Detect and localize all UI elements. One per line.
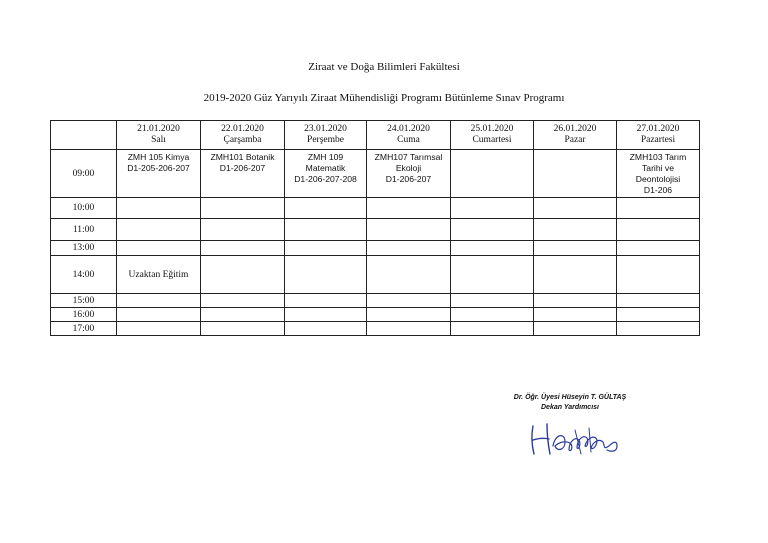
empty-cell bbox=[534, 256, 617, 294]
empty-cell bbox=[285, 219, 367, 241]
day-name: Perşembe bbox=[307, 135, 344, 145]
empty-cell bbox=[367, 322, 451, 336]
day-date: 24.01.2020 bbox=[387, 124, 430, 134]
signatory-name: Dr. Öğr. Üyesi Hüseyin T. GÜLTAŞ bbox=[513, 394, 627, 401]
empty-cell bbox=[451, 322, 534, 336]
exam-cell bbox=[285, 150, 367, 198]
empty-cell bbox=[201, 241, 285, 256]
exam-cell bbox=[201, 150, 285, 198]
empty-cell bbox=[201, 198, 285, 219]
day-date: 25.01.2020 bbox=[470, 124, 514, 134]
day-name: Salı bbox=[151, 135, 166, 145]
time-row-1500 bbox=[51, 294, 700, 308]
empty-cell bbox=[534, 219, 617, 241]
exam-line: D1-206-207-208 bbox=[294, 174, 357, 184]
empty-cell bbox=[285, 322, 367, 336]
empty-cell bbox=[451, 150, 534, 198]
day-name: Pazartesi bbox=[640, 135, 676, 145]
empty-cell bbox=[367, 308, 451, 322]
empty-cell bbox=[117, 294, 201, 308]
time-row-1100 bbox=[51, 219, 700, 241]
exam-line: ZMH 105 Kimya bbox=[127, 152, 190, 162]
day-name: Çarşamba bbox=[223, 135, 262, 145]
day-date: 26.01.2020 bbox=[553, 124, 597, 134]
time-label: 14:00 bbox=[51, 256, 117, 294]
signatory-role: Dekan Yardımcısı bbox=[541, 404, 599, 411]
empty-cell bbox=[534, 198, 617, 219]
exam-line: D1-206 bbox=[643, 185, 673, 195]
empty-cell bbox=[117, 198, 201, 219]
document-title: 2019-2020 Güz Yarıyılı Ziraat Mühendisliği Programı Bütünleme Sınav Programı bbox=[203, 92, 565, 104]
day-name: Pazar bbox=[564, 135, 586, 145]
time-label: 10:00 bbox=[51, 198, 117, 219]
empty-cell bbox=[617, 198, 700, 219]
empty-cell bbox=[285, 241, 367, 256]
exam-line: ZMH 109 bbox=[307, 152, 344, 162]
day-header bbox=[285, 121, 367, 150]
exam-line: Matematik bbox=[305, 163, 346, 173]
exam-line: D1-206-207 bbox=[219, 163, 266, 173]
empty-cell bbox=[201, 308, 285, 322]
time-row-1400 bbox=[51, 256, 700, 294]
empty-cell bbox=[617, 308, 700, 322]
exam-cell bbox=[367, 150, 451, 198]
time-label: 16:00 bbox=[51, 308, 117, 322]
empty-cell bbox=[451, 241, 534, 256]
empty-cell bbox=[451, 198, 534, 219]
time-row-1600 bbox=[51, 308, 700, 322]
time-label: 17:00 bbox=[51, 322, 117, 336]
empty-cell bbox=[617, 256, 700, 294]
day-header bbox=[534, 121, 617, 150]
day-date: 23.01.2020 bbox=[304, 124, 347, 134]
day-header bbox=[201, 121, 285, 150]
exam-line: ZMH107 Tarımsal bbox=[374, 152, 443, 162]
empty-cell bbox=[367, 256, 451, 294]
empty-cell bbox=[285, 198, 367, 219]
empty-cell bbox=[367, 219, 451, 241]
empty-cell bbox=[201, 256, 285, 294]
empty-cell bbox=[534, 308, 617, 322]
empty-cell bbox=[285, 308, 367, 322]
exam-line: Tarihi ve bbox=[642, 163, 674, 173]
exam-line: ZMH103 Tarım bbox=[629, 152, 687, 162]
empty-cell bbox=[117, 219, 201, 241]
empty-cell bbox=[451, 256, 534, 294]
empty-cell bbox=[201, 322, 285, 336]
exam-cell bbox=[617, 150, 700, 198]
day-header bbox=[367, 121, 451, 150]
exam-schedule-table bbox=[50, 120, 700, 336]
exam-cell bbox=[117, 150, 201, 198]
empty-cell bbox=[201, 219, 285, 241]
day-header bbox=[451, 121, 534, 150]
exam-line: D1-205-206-207 bbox=[127, 163, 190, 173]
empty-cell bbox=[285, 294, 367, 308]
exam-line: ZMH101 Botanik bbox=[210, 152, 275, 162]
empty-cell bbox=[367, 294, 451, 308]
empty-cell bbox=[451, 219, 534, 241]
empty-cell bbox=[117, 241, 201, 256]
empty-cell bbox=[534, 322, 617, 336]
time-row-1000 bbox=[51, 198, 700, 219]
empty-cell bbox=[367, 241, 451, 256]
distance-education-note: Uzaktan Eğitim bbox=[117, 256, 201, 294]
day-header bbox=[617, 121, 700, 150]
day-name: Cuma bbox=[397, 135, 420, 145]
time-label: 09:00 bbox=[51, 150, 117, 198]
day-name: Cumartesi bbox=[472, 135, 512, 145]
handwritten-signature bbox=[525, 420, 625, 460]
exam-line: Ekoloji bbox=[395, 163, 422, 173]
day-date: 22.01.2020 bbox=[221, 124, 264, 134]
day-date: 21.01.2020 bbox=[137, 124, 180, 134]
day-header bbox=[117, 121, 201, 150]
time-label: 13:00 bbox=[51, 241, 117, 256]
exam-line: Deontolojisi bbox=[635, 174, 681, 184]
signature-block bbox=[490, 393, 650, 413]
exam-line: D1-206-207 bbox=[385, 174, 432, 184]
empty-cell bbox=[617, 322, 700, 336]
empty-cell bbox=[367, 198, 451, 219]
day-date: 27.01.2020 bbox=[636, 124, 680, 134]
empty-cell bbox=[617, 294, 700, 308]
faculty-title: Ziraat ve Doğa Bilimleri Fakültesi bbox=[308, 61, 460, 73]
empty-cell bbox=[451, 294, 534, 308]
empty-cell bbox=[534, 294, 617, 308]
empty-cell bbox=[451, 308, 534, 322]
empty-cell bbox=[534, 241, 617, 256]
time-row-1700 bbox=[51, 322, 700, 336]
empty-cell bbox=[534, 150, 617, 198]
empty-cell bbox=[617, 219, 700, 241]
header-row bbox=[51, 121, 700, 150]
empty-cell bbox=[117, 308, 201, 322]
corner-cell bbox=[51, 121, 117, 150]
time-row-0900 bbox=[51, 150, 700, 198]
empty-cell bbox=[617, 241, 700, 256]
empty-cell bbox=[201, 294, 285, 308]
empty-cell bbox=[117, 322, 201, 336]
empty-cell bbox=[285, 256, 367, 294]
time-label: 11:00 bbox=[51, 219, 117, 241]
time-row-1300 bbox=[51, 241, 700, 256]
time-label: 15:00 bbox=[51, 294, 117, 308]
